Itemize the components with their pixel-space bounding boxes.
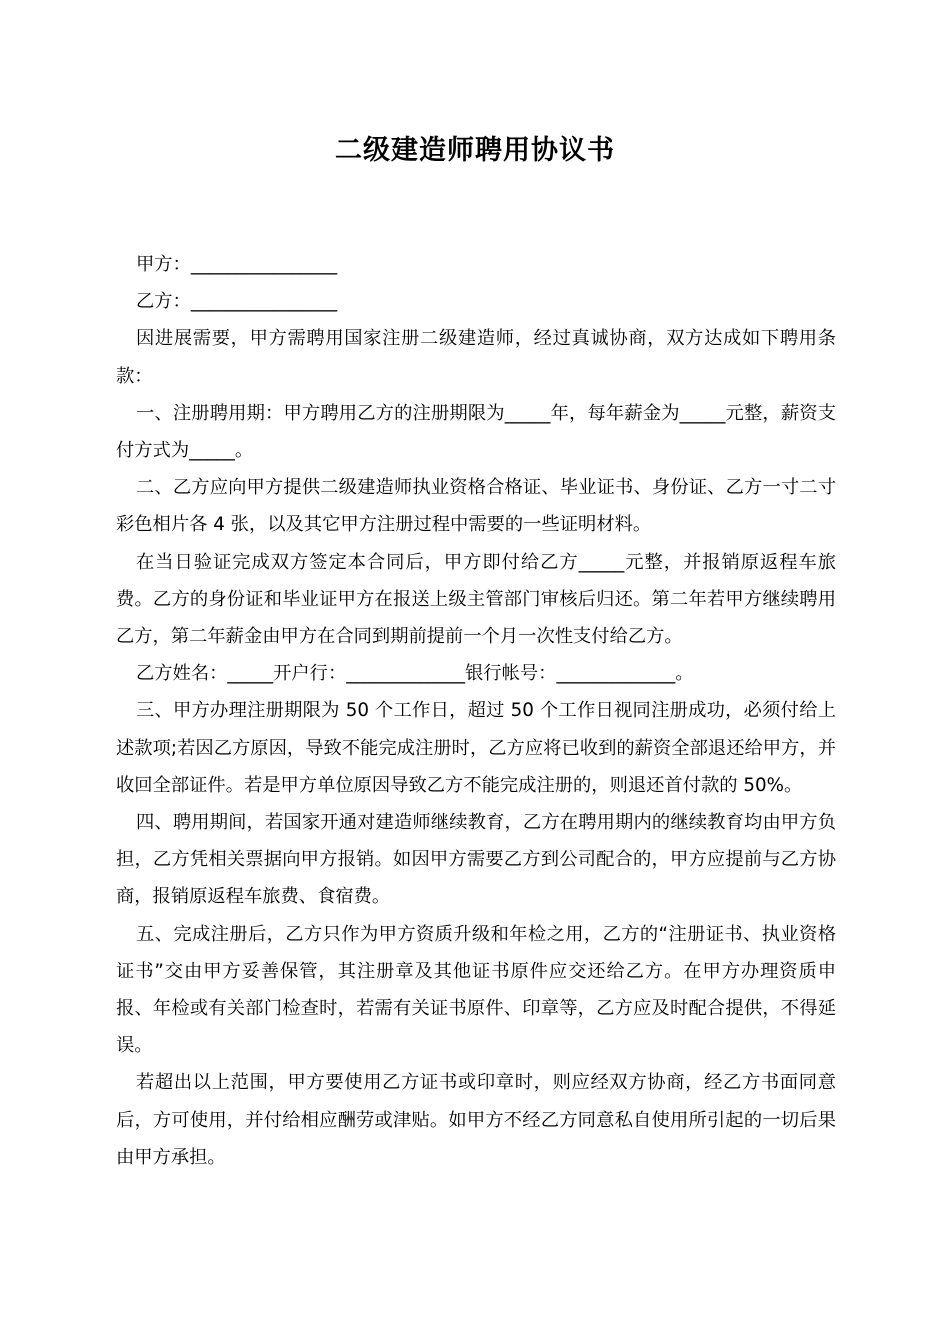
document-title: 二级建造师聘用协议书	[335, 135, 615, 166]
clause-1-paragraph: 一、注册聘用期：甲方聘用乙方的注册期限为_____年，每年薪金为_____元整，薪资支付方式为_____。	[116, 402, 836, 462]
party-b-line: 乙方：________________	[136, 291, 338, 313]
document-body	[116, 246, 836, 1176]
bank-info-line: 乙方姓名：_____开户行：_____________银行帐号：_____________。	[136, 663, 694, 685]
clause-3-paragraph: 三、甲方办理注册期限为 50 个工作日，超过 50 个工作日视同注册成功，必须付给上述款项;若因乙方原因，导致不能完成注册时，乙方应将已收到的薪资全部退还给甲方，并收回全部证件。若是甲方单位原因导致乙方不能完成注册的，则退还首付款的 50%。	[116, 700, 836, 796]
party-a-line: 甲方：________________	[136, 254, 338, 275]
clause-5-paragraph: 五、完成注册后，乙方只作为甲方资质升级和年检之用，乙方的“注册证书、执业资格证书”交由甲方妥善保管，其注册章及其他证书原件应交还给乙方。在甲方办理资质申报、年检或有关部门检查时，若需有关证书原件、印章等，乙方应及时配合提供，不得延误。	[116, 923, 836, 1057]
payment-paragraph: 在当日验证完成双方签定本合同后，甲方即付给乙方_____元整，并报销原返程车旅费。乙方的身份证和毕业证甲方在报送上级主管部门审核后归还。第二年若甲方继续聘用乙方，第二年薪金由甲方在合同到期前提前一个月一次性支付给乙方。	[116, 551, 836, 648]
usage-scope-paragraph: 若超出以上范围，甲方要使用乙方证书或印章时，则应经双方协商，经乙方书面同意后，方可使用，并付给相应酬劳或津贴。如甲方不经乙方同意私自使用所引起的一切后果由甲方承担。	[116, 1072, 836, 1168]
clause-2-paragraph: 二、乙方应向甲方提供二级建造师执业资格合格证、毕业证书、身份证、乙方一寸二寸彩色相片各 4 张，以及其它甲方注册过程中需要的一些证明材料。	[116, 477, 836, 536]
clause-4-paragraph: 四、聘用期间，若国家开通对建造师继续教育，乙方在聘用期内的继续教育均由甲方负担，乙方凭相关票据向甲方报销。如因甲方需要乙方到公司配合的，甲方应提前与乙方协商，报销原返程车旅费、食宿费。	[116, 812, 836, 908]
preamble-paragraph: 因进展需要，甲方需聘用国家注册二级建造师，经过真诚协商，双方达成如下聘用条款：	[116, 328, 836, 387]
